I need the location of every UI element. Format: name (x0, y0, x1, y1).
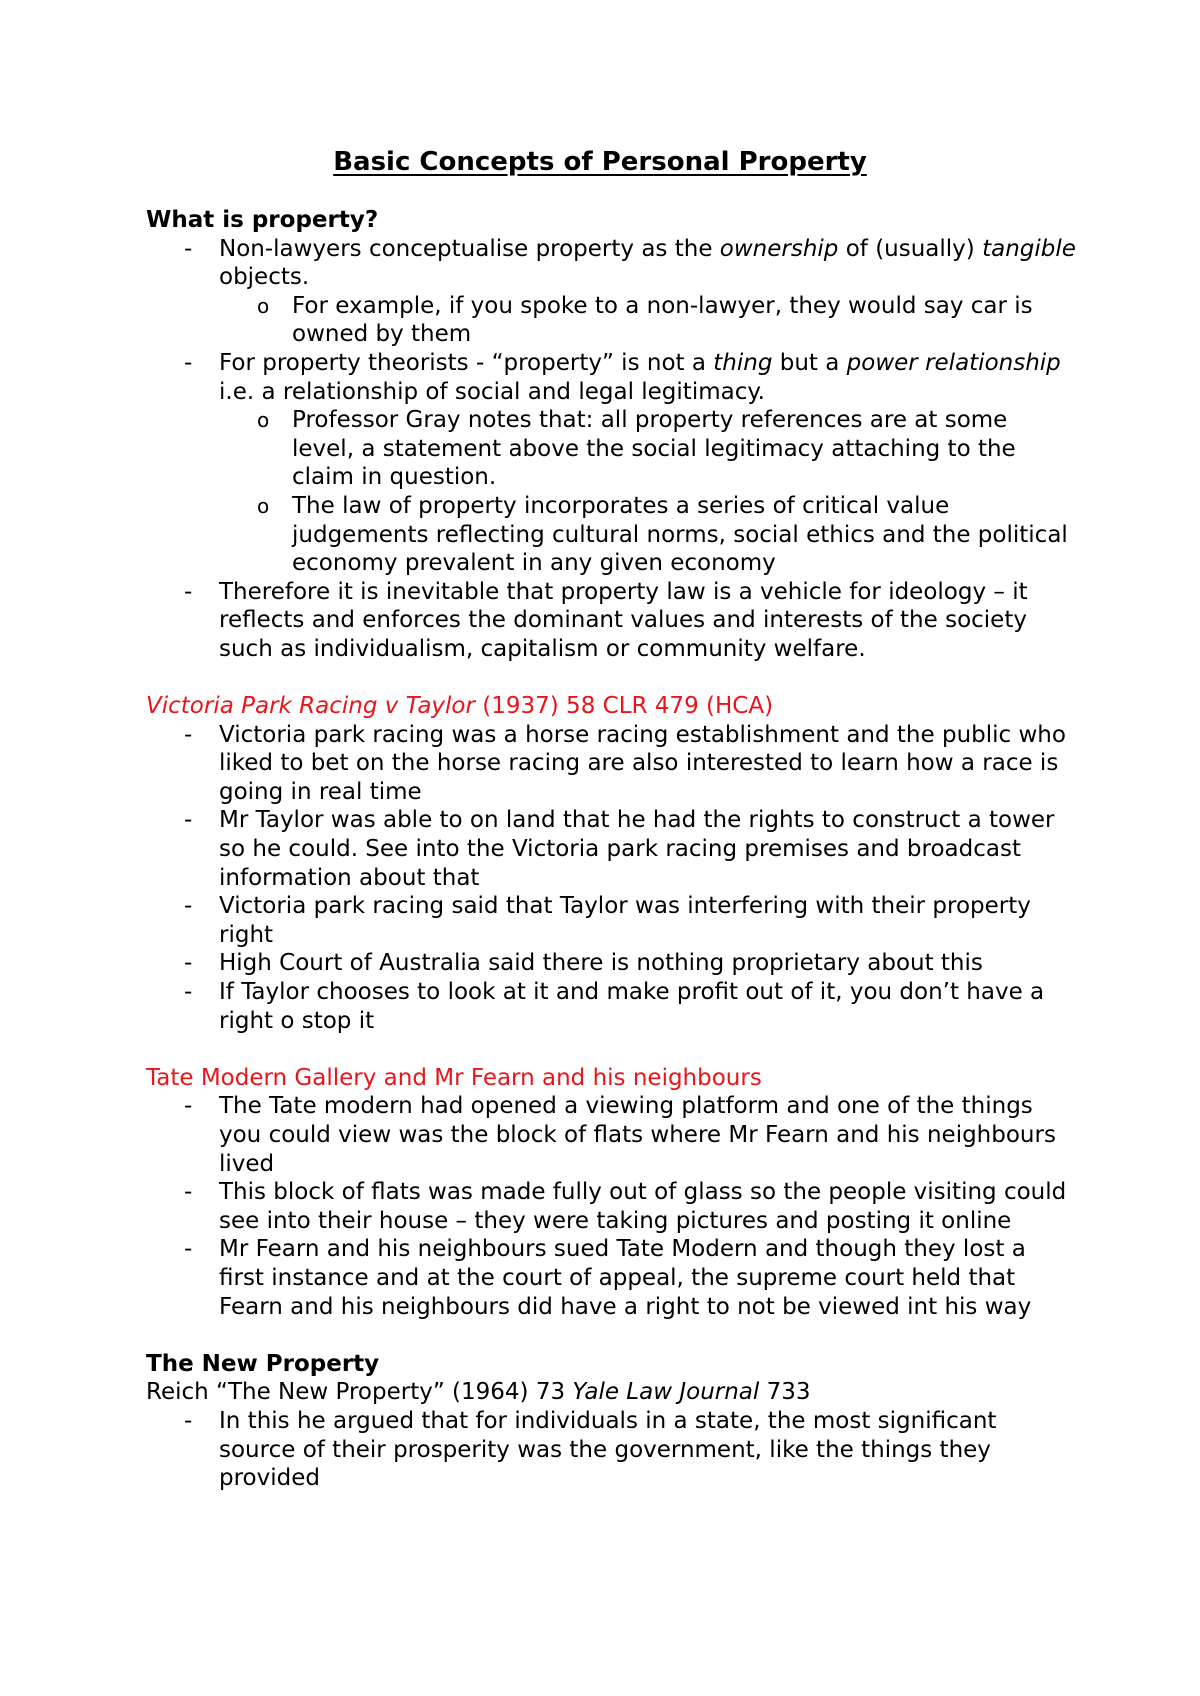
dash-marker: - (184, 950, 193, 977)
journal-name: Yale Law Journal (572, 1379, 760, 1406)
case-heading-tate-modern: Tate Modern Gallery and Mr Fearn and his neighbours (146, 1064, 762, 1091)
text-run: The Tate modern had opened a viewing platform and one of the things you could view was the block of flats where Mr Fearn and his neighbours lived (219, 1093, 1056, 1177)
page-title: Basic Concepts of Personal Property (333, 147, 867, 177)
list-item (146, 1092, 1076, 1178)
sub-bullet-list (219, 406, 1076, 578)
list-item (146, 721, 1076, 807)
list-item (146, 1407, 1076, 1493)
bullet-list (146, 721, 1076, 1036)
text-run: Non-lawyers conceptualise property as the (219, 235, 720, 262)
text-run: Mr Taylor was able to on land that he had the rights to construct a tower so he could. See into the Victoria park racing premises and broadcast information about that (219, 807, 1055, 891)
sub-list-item (219, 492, 1076, 578)
italic-text: thing (713, 349, 773, 376)
circle-marker: o (257, 493, 270, 518)
dash-marker: - (184, 807, 193, 834)
dash-marker: - (184, 578, 193, 605)
dash-marker: - (184, 235, 193, 262)
list-item (146, 578, 1076, 664)
text-run: The law of property incorporates a series of critical value judgements reflecting cultural norms, social ethics and the political economy prevalent in any given economy (292, 492, 1068, 577)
dash-marker: - (184, 979, 193, 1006)
list-item (146, 349, 1076, 578)
bullet-list (146, 1092, 1076, 1321)
list-item (146, 949, 1076, 978)
text-run: For property theorists - “property” is not a (219, 349, 714, 376)
sub-list-item (219, 406, 1076, 492)
dash-marker: - (184, 721, 193, 748)
circle-marker: o (257, 293, 270, 318)
text-run: High Court of Australia said there is nothing proprietary about this (219, 950, 983, 977)
list-item (146, 806, 1076, 892)
spacer (146, 1321, 1076, 1350)
text-run: Mr Fearn and his neighbours sued Tate Modern and though they lost a first instance and at the court of appeal, the supreme court held that Fearn and his neighbours did have a right to not be viewed int his way (219, 1236, 1032, 1320)
text-run: Reich “The New Property” (1964) 73 (146, 1379, 573, 1406)
italic-text: ownership (719, 235, 839, 262)
text-run: If Taylor chooses to look at it and make profit out of it, you don’t have a right o stop it (219, 979, 1045, 1034)
text-run: Victoria park racing was a horse racing establishment and the public who liked to bet on the horse racing are also interested to learn how a race is going in real time (219, 721, 1066, 805)
list-item (146, 1178, 1076, 1235)
reference-line (146, 1378, 1076, 1407)
spacer (146, 664, 1076, 693)
italic-text: power relationship (846, 349, 1061, 376)
text-run: Victoria park racing said that Taylor was interfering with their property right (219, 893, 1031, 948)
italic-text: tangible (982, 235, 1076, 262)
dash-marker: - (184, 1407, 193, 1434)
text-run: Professor Gray notes that: all property references are at some level, a statement above the social legitimacy attaching to the claim in question. (292, 407, 1016, 491)
dash-marker: - (184, 1179, 193, 1206)
text-run: of (usually) (838, 235, 983, 262)
case-name: Victoria Park Racing v Taylor (146, 693, 475, 720)
sub-list-item (219, 292, 1076, 349)
case-citation: (1937) 58 CLR 479 (HCA) (474, 693, 774, 720)
bullet-list (146, 1407, 1076, 1493)
text-run: In this he argued that for individuals in a state, the most significant source of their prosperity was the government, like the things they provided (219, 1407, 997, 1492)
document-body (146, 206, 1076, 1493)
list-item (146, 892, 1076, 949)
text-run: objects. (219, 264, 310, 291)
text-run: Therefore it is inevitable that property law is a vehicle for ideology – it reflects and enforces the dominant values and interests of the society such as individualism, capitalism or community welfare. (219, 578, 1028, 662)
spacer (146, 1035, 1076, 1064)
dash-marker: - (184, 893, 193, 920)
case-heading-victoria-park (146, 692, 1076, 721)
dash-marker: - (184, 349, 193, 376)
sub-bullet-list (219, 292, 1076, 349)
text-run: 733 (759, 1379, 811, 1406)
text-run: This block of flats was made fully out of glass so the people visiting could see into their house – they were taking pictures and posting it online (219, 1179, 1067, 1234)
dash-marker: - (184, 1093, 193, 1120)
text-run: i.e. a relationship of social and legal legitimacy. (219, 378, 765, 405)
bullet-list (146, 235, 1076, 664)
section-heading-new-property: The New Property (146, 1350, 380, 1377)
section-heading-what-is-property: What is property? (146, 207, 379, 233)
circle-marker: o (257, 408, 270, 433)
list-item (146, 1235, 1076, 1321)
text-run: but a (772, 349, 847, 376)
list-item (146, 235, 1076, 349)
list-item (146, 978, 1076, 1035)
text-run: For example, if you spoke to a non-lawyer, they would say car is owned by them (292, 292, 1033, 348)
dash-marker: - (184, 1236, 193, 1263)
